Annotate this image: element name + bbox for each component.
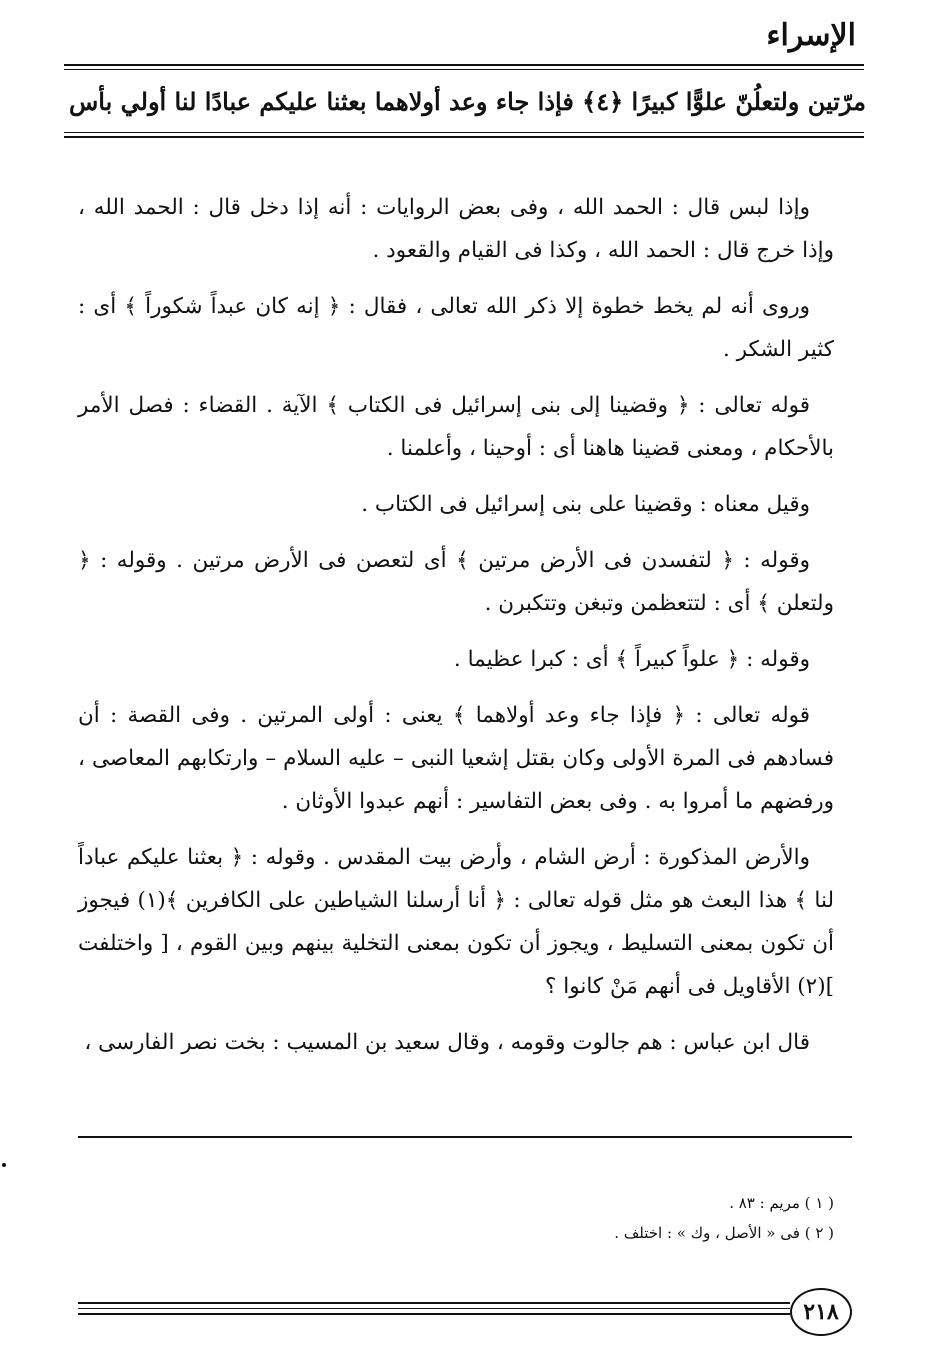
paragraph: قوله تعالى : ﴿ وقضينا إلى بنى إسرائيل فى الكتاب ﴾ الآية . القضاء : فصل الأمر بالأحكام ، ومعنى قضينا هاهنا أى : أوحينا ، وأعلمنا . (78, 393, 834, 461)
paragraph: وإذا لبس قال : الحمد الله ، وفى بعض الروايات : أنه إذا دخل قال : الحمد الله ، وإذا خرج قال : الحمد الله ، وكذا فى القيام والقعود . (78, 195, 834, 263)
paragraph: قال ابن عباس : هم جالوت وقومه ، وقال سعيد بن المسيب : بخت نصر الفارسى ، (84, 1030, 810, 1055)
footnotes (78, 1188, 834, 1248)
commentary-body (78, 186, 834, 1077)
paragraph: وقيل معناه : وقضينا على بنى إسرائيل فى الكتاب . (361, 492, 810, 517)
paragraph: قوله تعالى : ﴿ فإذا جاء وعد أولاهما ﴾ يعنى : أولى المرتين . وفى القصة : أن فسادهم فى المرة الأولى وكان بقتل إشعيا النبى – عليه السلام – وارتكابهم المعاصى ، ورفضهم ما أمروا به . وفى بعض التفاسير : أنهم عبدوا الأوثان . (78, 703, 834, 814)
footnote-separator (78, 1136, 852, 1138)
footnote-1: ( ١ ) مريم : ٨٣ . (729, 1194, 834, 1212)
footer-rule (78, 1302, 790, 1304)
paragraph: وقوله : ﴿ علواً كبيراً ﴾ أى : كبرا عظيما . (453, 647, 810, 672)
paragraph: وقوله : ﴿ لتفسدن فى الأرض مرتين ﴾ أى لتعصن فى الأرض مرتين . وقوله : ﴿ ولتعلن ﴾ أى : لتتعظمن وتبغن وتتكبرن . (78, 548, 834, 616)
header-top-rule (64, 64, 864, 66)
page-number: ٢١٨ (790, 1288, 852, 1336)
footer-rule-third (78, 1313, 790, 1315)
scan-mark (2, 1163, 6, 1167)
header-bottom-rule-thick (64, 136, 864, 138)
footnote-2: ( ٢ ) فى « الأصل ، وك » : اختلف . (614, 1224, 834, 1242)
footer-rule-second (78, 1308, 790, 1309)
paragraph: وروى أنه لم يخط خطوة إلا ذكر الله تعالى ، فقال : ﴿ إنه كان عبداً شكوراً ﴾ أى : كثير الشكر . (78, 294, 834, 362)
surah-title: الإسراء (766, 18, 856, 53)
header-top-rule-thin (64, 69, 864, 70)
paragraph: والأرض المذكورة : أرض الشام ، وأرض بيت المقدس . وقوله : ﴿ بعثنا عليكم عباداً لنا ﴾ هذا البعث هو مثل قوله تعالى : ﴿ أنا أرسلنا الشياطين على الكافرين ﴾(١) فيجوز أن تكون بمعنى التسليط ، ويجوز أن تكون بمعنى التخلية بينهم وبين القوم ، [ واختلفت ](٢) الأقاويل فى أنهم مَنْ كانوا ؟ (78, 845, 835, 999)
quran-verse-line: مرّتين ولتعلُنّ علوًّا كبيرًا ﴿٤﴾ فإذا جاء وعد أولاهما بعثنا عليكم عبادًا لنا أولي بأس (68, 87, 866, 116)
header-bottom-rule (64, 132, 864, 133)
